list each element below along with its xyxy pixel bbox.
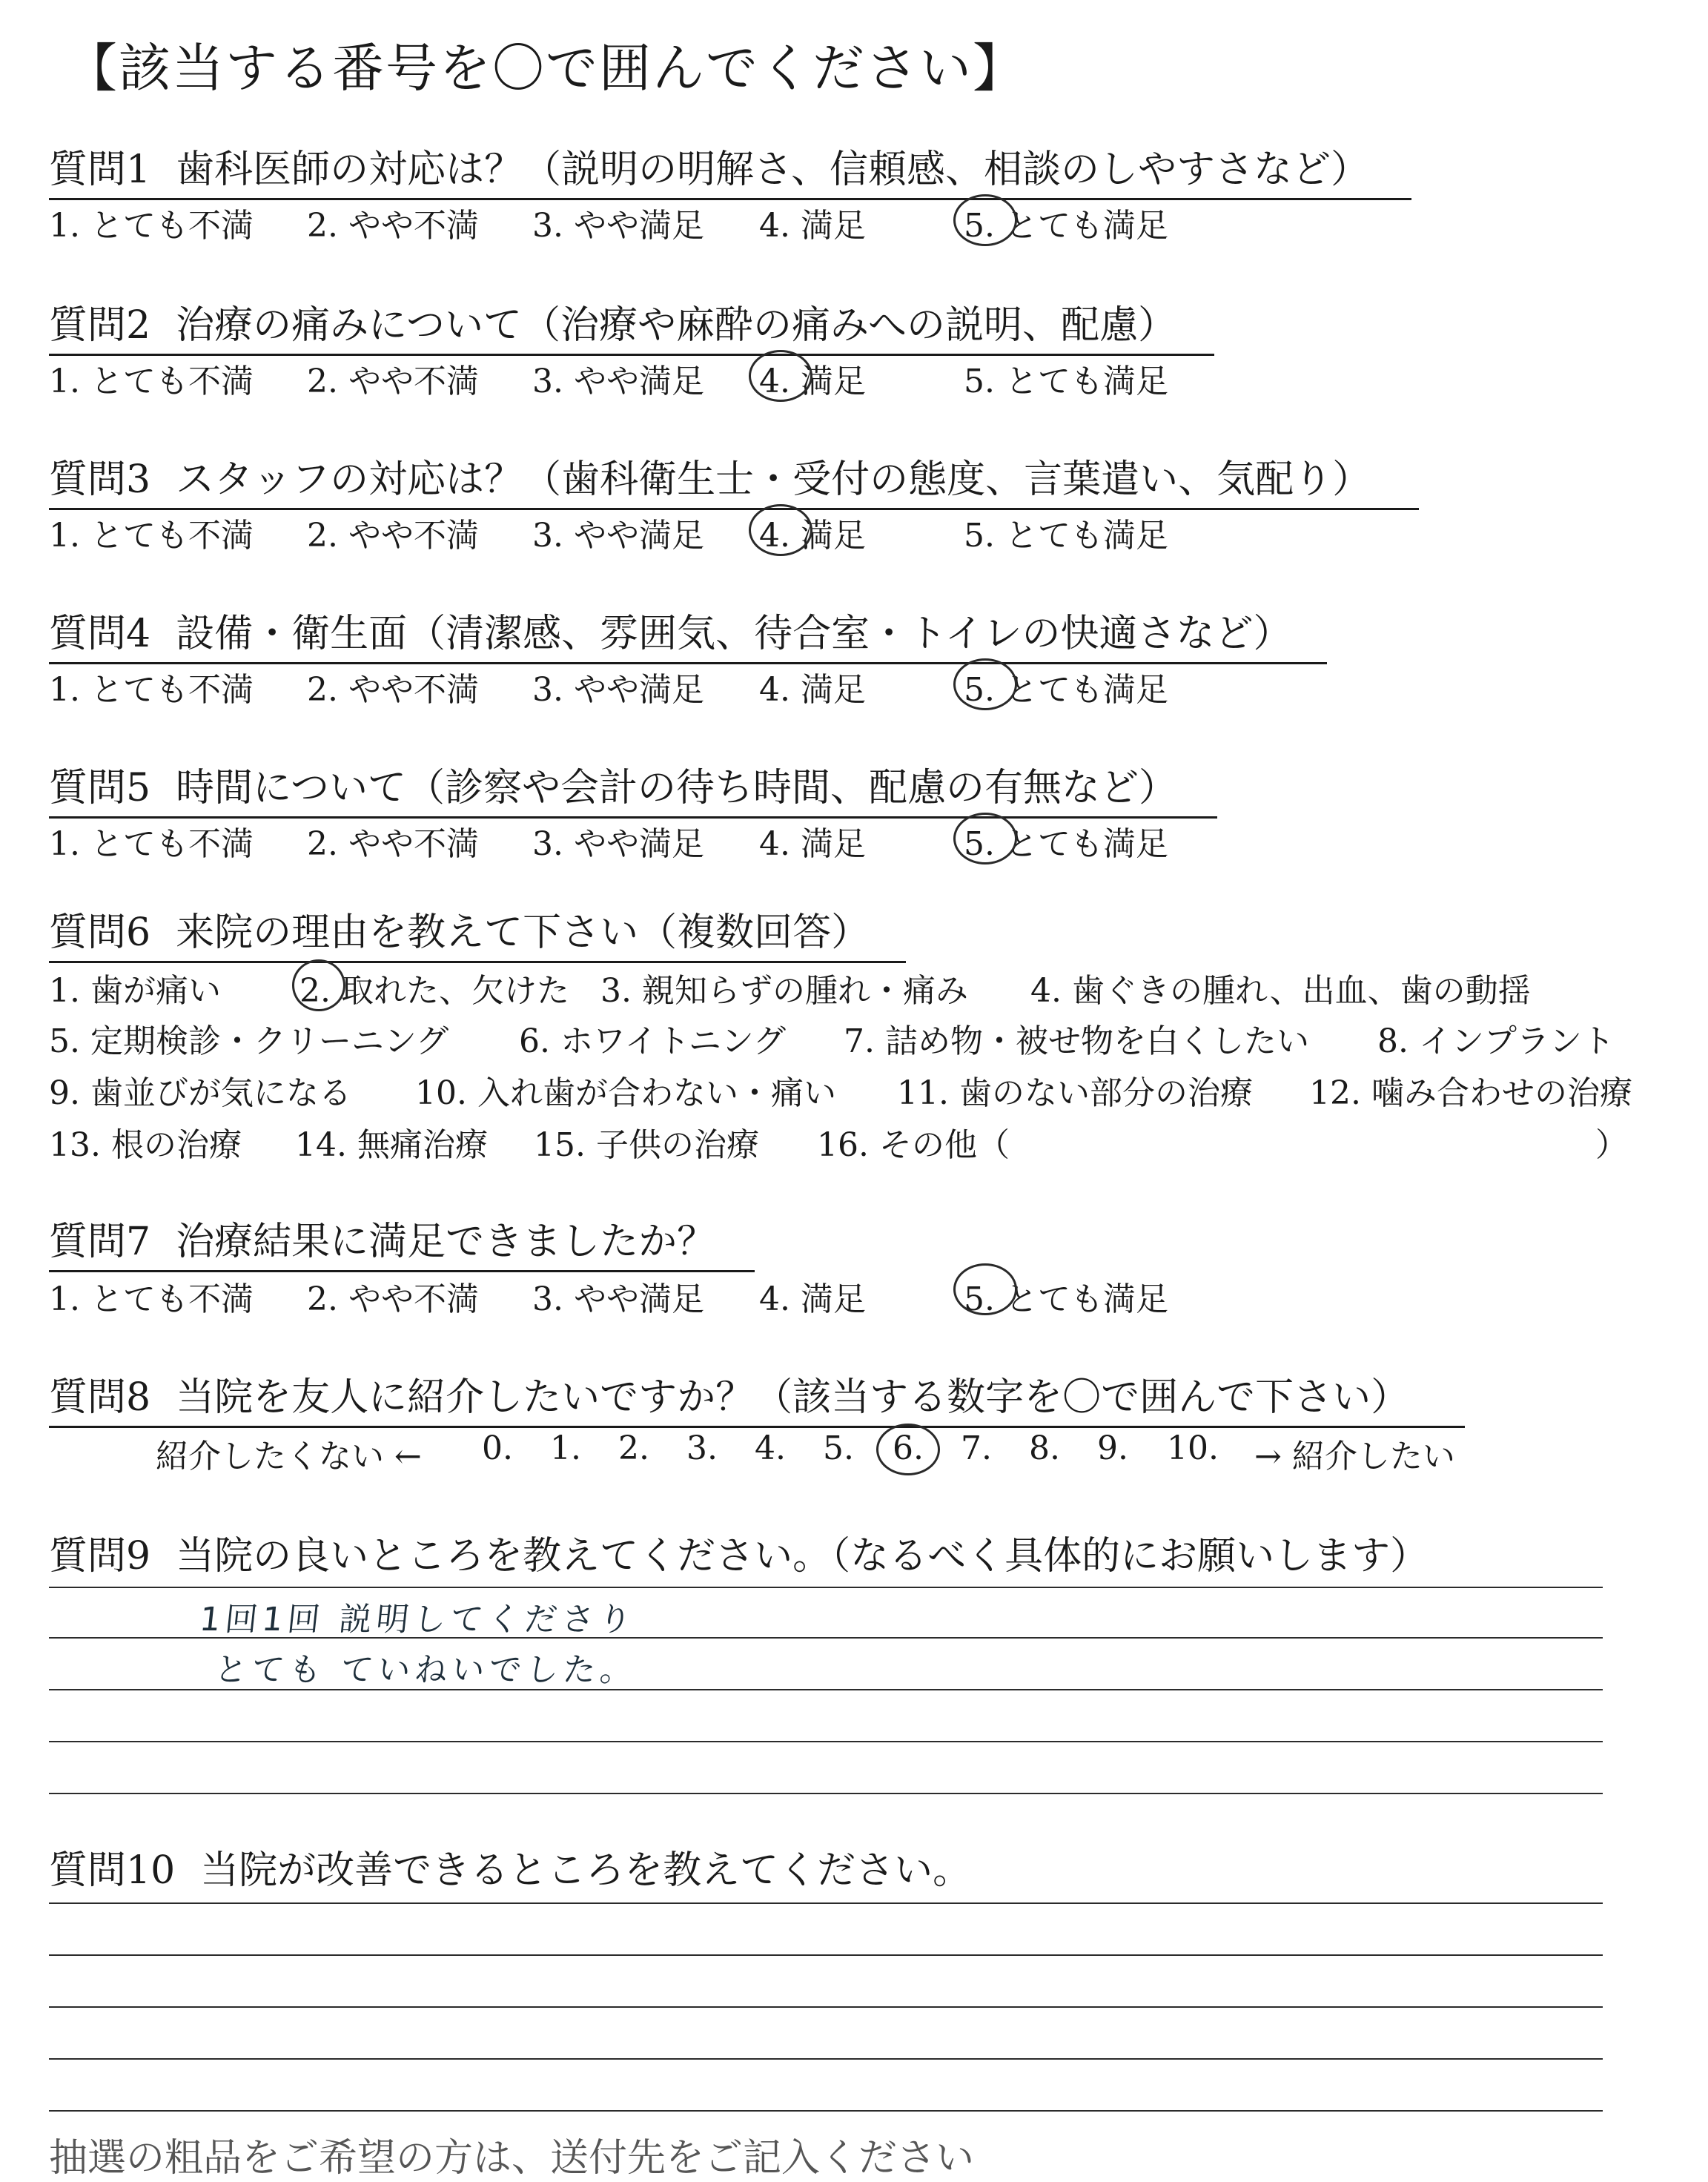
q6-option-13[interactable]: 13. 根の治療: [49, 1126, 242, 1164]
q4-selected-circle: [953, 658, 1017, 710]
q6-option-7[interactable]: 7. 詰め物・被せ物を白くしたい: [844, 1022, 1309, 1060]
q5-option-3[interactable]: 3. やや満足: [532, 825, 704, 863]
footer-cut-text: 抽選の粗品をご希望の方は、送付先をご記入ください: [49, 2136, 975, 2181]
q4-option-3[interactable]: 3. やや満足: [532, 671, 704, 709]
q8-number-7[interactable]: 7.: [961, 1429, 992, 1467]
q3-option-2[interactable]: 2. やや不満: [307, 517, 479, 555]
q3-selected-circle: [749, 504, 812, 556]
q5-option-4[interactable]: 4. 満足: [759, 825, 866, 863]
q6-option-14[interactable]: 14. 無痛治療: [295, 1126, 488, 1164]
q8-number-5[interactable]: 5.: [823, 1429, 854, 1467]
q3-option-5[interactable]: 5. とても満足: [964, 517, 1168, 555]
q9-line-4: [49, 1741, 1603, 1742]
q8-number-6[interactable]: 6.: [893, 1429, 924, 1467]
q1-option-1[interactable]: 1. とても不満: [49, 207, 254, 245]
q6-option-6[interactable]: 6. ホワイトニング: [519, 1022, 787, 1060]
q2-option-4[interactable]: 4. 満足: [759, 363, 866, 400]
q4-option-1[interactable]: 1. とても不満: [49, 671, 254, 709]
q6-option-8[interactable]: 8. インプラント: [1377, 1022, 1615, 1060]
q6-option-12[interactable]: 12. 噛み合わせの治療: [1309, 1074, 1632, 1112]
q8-number-8[interactable]: 8.: [1029, 1429, 1060, 1467]
q2-option-2[interactable]: 2. やや不満: [307, 363, 479, 400]
q2-option-1[interactable]: 1. とても不満: [49, 363, 254, 400]
q9-title: 質問9 当院の良いところを教えてください。（なるべく具体的にお願いします）: [49, 1534, 1429, 1578]
q8-selected-circle: [876, 1424, 940, 1475]
q10-line-4: [49, 2058, 1603, 2060]
q7-selected-circle: [953, 1263, 1017, 1315]
q9-line-5: [49, 1793, 1603, 1794]
q2-selected-circle: [749, 350, 812, 402]
q5-title: 質問5 時間について（診察や会計の待ち時間、配慮の有無など）: [49, 756, 1217, 819]
q6-option-9[interactable]: 9. 歯並びが気になる: [49, 1074, 351, 1112]
q1-option-2[interactable]: 2. やや不満: [307, 207, 479, 245]
form-header: 【該当する番号を〇で囲んでください】: [65, 38, 1026, 99]
q6-option-2[interactable]: 2. 取れた、欠けた: [299, 972, 569, 1010]
q1-option-4[interactable]: 4. 満足: [759, 207, 866, 245]
q9-answer-line-2[interactable]: とても ていねいでした。: [212, 1651, 640, 1689]
q2-title: 質問2 治療の痛みについて（治療や麻酔の痛みへの説明、配慮）: [49, 294, 1214, 356]
q7-option-3[interactable]: 3. やや満足: [532, 1280, 704, 1318]
q8-number-3[interactable]: 3.: [686, 1429, 718, 1467]
q6-option-3[interactable]: 3. 親知らずの腫れ・痛み: [600, 972, 968, 1010]
q9-answer-line-1[interactable]: 1回1回 説明してくださり: [197, 1601, 638, 1639]
q4-option-2[interactable]: 2. やや不満: [307, 671, 479, 709]
q7-option-1[interactable]: 1. とても不満: [49, 1280, 254, 1318]
q6-option-11[interactable]: 11. 歯のない部分の治療: [897, 1074, 1253, 1112]
q3-option-1[interactable]: 1. とても不満: [49, 517, 254, 555]
q5-selected-circle: [953, 813, 1017, 864]
q10-line-3: [49, 2006, 1603, 2008]
q4-title: 質問4 設備・衛生面（清潔感、雰囲気、待合室・トイレの快適さなど）: [49, 602, 1327, 664]
q3-option-3[interactable]: 3. やや満足: [532, 517, 704, 555]
q6-option-5[interactable]: 5. 定期検診・クリーニング: [49, 1022, 449, 1060]
q1-selected-circle: [953, 194, 1017, 246]
q7-option-2[interactable]: 2. やや不満: [307, 1280, 479, 1318]
q8-left-label: 紹介したくない ←: [156, 1438, 422, 1475]
q4-option-4[interactable]: 4. 満足: [759, 671, 866, 709]
q8-number-9[interactable]: 9.: [1097, 1429, 1128, 1467]
q6-selected-circle: [292, 959, 345, 1011]
q6-title: 質問6 来院の理由を教えて下さい（複数回答）: [49, 901, 906, 963]
q6-option-1[interactable]: 1. 歯が痛い: [49, 972, 221, 1010]
q6-option-15[interactable]: 15. 子供の治療: [534, 1126, 759, 1164]
q1-title: 質問1 歯科医師の対応は？（説明の明解さ、信頼感、相談のしやすさなど）: [49, 138, 1411, 200]
q8-number-4[interactable]: 4.: [755, 1429, 786, 1467]
q2-option-5[interactable]: 5. とても満足: [964, 363, 1168, 400]
q10-title: 質問10 当院が改善できるところを教えてください。: [49, 1848, 972, 1893]
q7-option-4[interactable]: 4. 満足: [759, 1280, 866, 1318]
q6-option-16[interactable]: 16. その他（: [817, 1126, 1010, 1164]
q2-option-3[interactable]: 3. やや満足: [532, 363, 704, 400]
q8-right-label: → 紹介したい: [1254, 1438, 1455, 1475]
q8-number-10[interactable]: 10.: [1167, 1429, 1219, 1467]
q9-line-1: [49, 1587, 1603, 1588]
q5-option-5[interactable]: 5. とても満足: [964, 825, 1168, 863]
q7-title: 質問7 治療結果に満足できましたか？: [49, 1210, 755, 1272]
q3-option-4[interactable]: 4. 満足: [759, 517, 866, 555]
q3-title: 質問3 スタッフの対応は？（歯科衛生士・受付の態度、言葉遣い、気配り）: [49, 448, 1419, 510]
q6-option-10[interactable]: 10. 入れ歯が合わない・痛い: [415, 1074, 836, 1112]
q10-line-5: [49, 2110, 1603, 2112]
q4-option-5[interactable]: 5. とても満足: [964, 671, 1168, 709]
q10-line-1: [49, 1902, 1603, 1904]
q8-number-2[interactable]: 2.: [618, 1429, 649, 1467]
q5-option-2[interactable]: 2. やや不満: [307, 825, 479, 863]
q8-number-0[interactable]: 0.: [482, 1429, 513, 1467]
q6-option-4[interactable]: 4. 歯ぐきの腫れ、出血、歯の動揺: [1030, 972, 1531, 1010]
q1-option-5[interactable]: 5. とても満足: [964, 207, 1168, 245]
q10-line-2: [49, 1954, 1603, 1956]
q7-option-5[interactable]: 5. とても満足: [964, 1280, 1168, 1318]
q6-other-close-paren: ）: [1595, 1126, 1628, 1164]
q8-title: 質問8 当院を友人に紹介したいですか？（該当する数字を〇で囲んで下さい）: [49, 1366, 1465, 1428]
q8-number-1[interactable]: 1.: [550, 1429, 581, 1467]
q1-option-3[interactable]: 3. やや満足: [532, 207, 704, 245]
q5-option-1[interactable]: 1. とても不満: [49, 825, 254, 863]
